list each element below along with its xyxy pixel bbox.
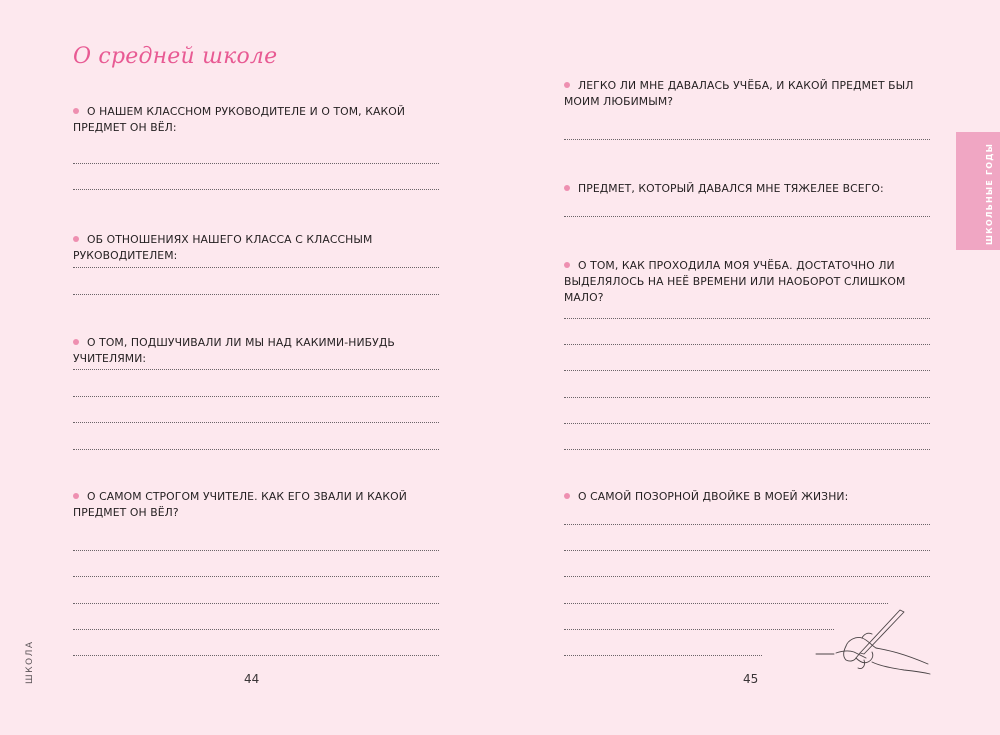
answer-line[interactable] <box>73 449 439 450</box>
question-class-teacher <box>73 104 423 136</box>
answer-line[interactable] <box>564 318 930 319</box>
hand-writing-illustration <box>776 606 936 678</box>
question-study-process <box>564 258 936 306</box>
question-teacher-jokes <box>73 335 443 367</box>
question-text: ПРЕДМЕТ, КОТОРЫЙ ДАВАЛСЯ МНЕ ТЯЖЕЛЕЕ ВСЕГО: <box>578 182 884 195</box>
question-text: О ТОМ, КАК ПРОХОДИЛА МОЯ УЧЁБА. ДОСТАТОЧНО ЛИ ВЫДЕЛЯЛОСЬ НА НЕЁ ВРЕМЕНИ ИЛИ НАОБОРОТ СЛИШКОМ МАЛО? <box>564 259 906 304</box>
answer-line[interactable] <box>564 576 930 577</box>
answer-line[interactable] <box>564 550 930 551</box>
section-label: ШКОЛА <box>25 640 35 684</box>
answer-line[interactable] <box>564 423 930 424</box>
answer-line[interactable] <box>73 422 439 423</box>
answer-line[interactable] <box>564 370 930 371</box>
question-worst-grade <box>564 489 934 505</box>
question-strict-teacher <box>73 489 423 521</box>
bullet-dot-icon <box>73 339 79 345</box>
answer-line[interactable] <box>564 524 930 525</box>
bullet-dot-icon <box>564 82 570 88</box>
question-class-relations <box>73 232 443 264</box>
answer-line[interactable] <box>73 163 439 164</box>
bullet-dot-icon <box>73 108 79 114</box>
answer-line[interactable] <box>564 655 762 656</box>
answer-line[interactable] <box>73 369 439 370</box>
answer-line[interactable] <box>564 216 930 217</box>
answer-line[interactable] <box>73 629 439 630</box>
question-hardest-subject <box>564 181 934 197</box>
bullet-dot-icon <box>564 493 570 499</box>
answer-line[interactable] <box>564 397 930 398</box>
chapter-tab[interactable] <box>956 132 1000 250</box>
question-text: О САМОЙ ПОЗОРНОЙ ДВОЙКЕ В МОЕЙ ЖИЗНИ: <box>578 490 849 503</box>
bullet-dot-icon <box>564 185 570 191</box>
page-number-right: 45 <box>743 672 759 686</box>
answer-line[interactable] <box>73 267 439 268</box>
answer-line[interactable] <box>73 396 439 397</box>
question-text: О САМОМ СТРОГОМ УЧИТЕЛЕ. КАК ЕГО ЗВАЛИ И КАКОЙ ПРЕДМЕТ ОН ВЁЛ? <box>73 490 407 519</box>
page-title: О средней школе <box>73 44 278 69</box>
bullet-dot-icon <box>73 493 79 499</box>
answer-line[interactable] <box>564 449 930 450</box>
page-number-left: 44 <box>244 672 260 686</box>
question-study-ease <box>564 78 924 110</box>
answer-line[interactable] <box>73 550 439 551</box>
answer-line[interactable] <box>564 344 930 345</box>
answer-line[interactable] <box>73 655 439 656</box>
bullet-dot-icon <box>73 236 79 242</box>
chapter-tab-label: ШКОЛЬНЫЕ ГОДЫ <box>985 142 994 245</box>
bullet-dot-icon <box>564 262 570 268</box>
answer-line[interactable] <box>564 603 888 604</box>
answer-line[interactable] <box>73 576 439 577</box>
answer-line[interactable] <box>73 189 439 190</box>
question-text: О ТОМ, ПОДШУЧИВАЛИ ЛИ МЫ НАД КАКИМИ-НИБУДЬ УЧИТЕЛЯМИ: <box>73 336 395 365</box>
question-text: ЛЕГКО ЛИ МНЕ ДАВАЛАСЬ УЧЁБА, И КАКОЙ ПРЕДМЕТ БЫЛ МОИМ ЛЮБИМЫМ? <box>564 79 914 108</box>
question-text: ОБ ОТНОШЕНИЯХ НАШЕГО КЛАССА С КЛАССНЫМ РУКОВОДИТЕЛЕМ: <box>73 233 373 262</box>
answer-line[interactable] <box>73 294 439 295</box>
answer-line[interactable] <box>73 603 439 604</box>
answer-line[interactable] <box>564 139 930 140</box>
question-text: О НАШЕМ КЛАССНОМ РУКОВОДИТЕЛЕ И О ТОМ, КАКОЙ ПРЕДМЕТ ОН ВЁЛ: <box>73 105 406 134</box>
